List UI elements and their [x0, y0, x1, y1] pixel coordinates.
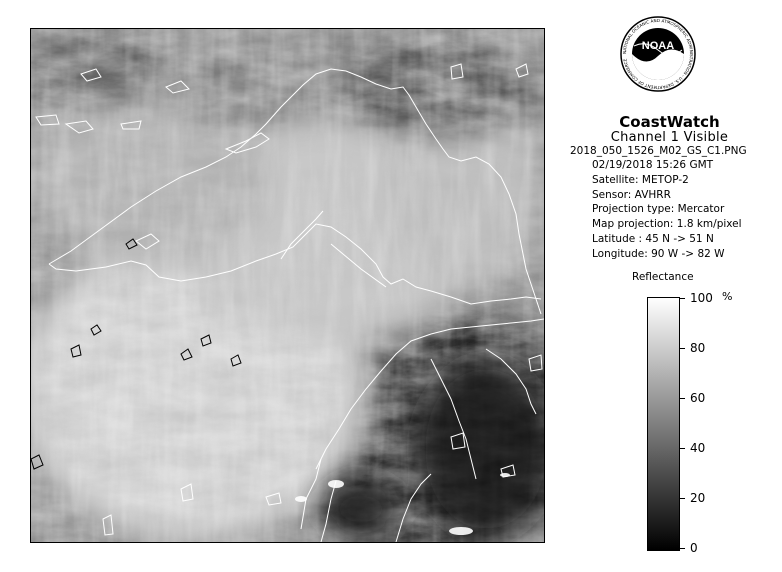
colorbar-tick-label: 40 [690, 441, 706, 455]
colorbar-tick-label: 20 [690, 491, 706, 505]
noaa-logo [620, 16, 696, 92]
colorbar-tick [679, 448, 685, 449]
colorbar-tick [679, 398, 685, 399]
longitude-range: Longitude: 90 W -> 82 W [592, 247, 725, 260]
colorbar-unit: % [722, 290, 733, 303]
satellite-image [30, 28, 545, 543]
colorbar-tick-label: 100 [690, 291, 713, 305]
datetime: 02/19/2018 15:26 GMT [592, 159, 714, 171]
noaa-logo-text: NOAA [641, 40, 675, 52]
colorbar-title: Reflectance [632, 271, 694, 283]
filename: 2018_050_1526_M02_GS_C1.PNG [570, 145, 747, 157]
colorbar-tick [679, 298, 685, 299]
colorbar-tick [679, 348, 685, 349]
colorbar-tick-label: 0 [690, 541, 698, 555]
latitude-range: Latitude : 45 N -> 51 N [592, 232, 714, 245]
colorbar-tick [679, 548, 685, 549]
projection-type: Projection type: Mercator [592, 203, 725, 216]
colorbar-tick-label: 80 [690, 341, 706, 355]
product-title: CoastWatch [619, 113, 720, 131]
colorbar [647, 297, 680, 551]
map-projection: Map projection: 1.8 km/pixel [592, 218, 742, 231]
info-panel [562, 114, 767, 262]
channel-subtitle: Channel 1 Visible [610, 130, 729, 145]
noaa-logo-ring-text: NATIONAL OCEANIC AND ATMOSPHERIC ADMINISTRATION - U.S. DEPARTMENT OF COMMERCE [621, 17, 695, 91]
sensor: Sensor: AVHRR [592, 188, 671, 201]
colorbar-tick-label: 60 [690, 391, 706, 405]
satellite-map-svg [31, 29, 544, 542]
satellite: Satellite: METOP-2 [592, 173, 689, 186]
colorbar-tick [679, 498, 685, 499]
